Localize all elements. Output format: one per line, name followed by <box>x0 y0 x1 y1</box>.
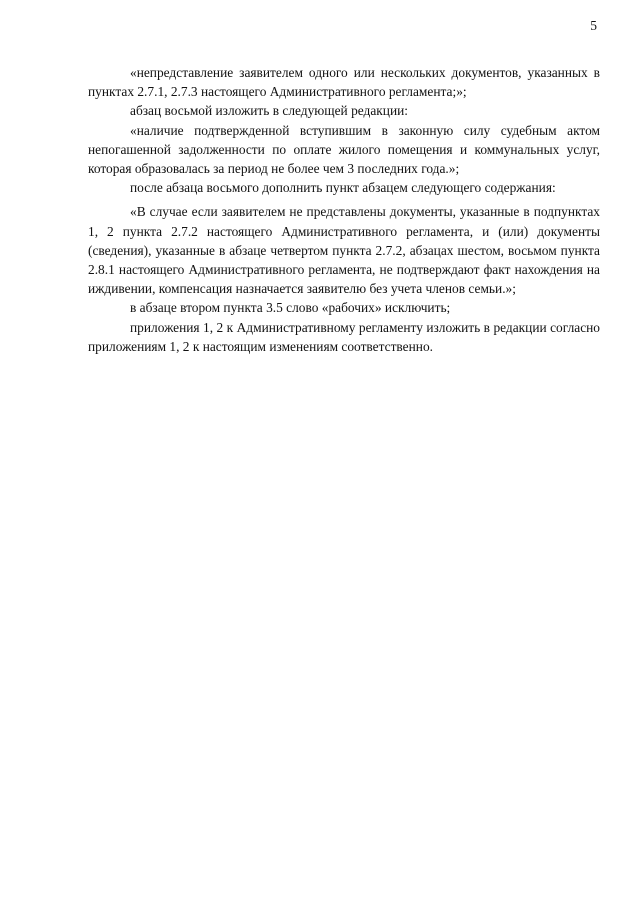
page-number: 5 <box>590 18 597 33</box>
paragraph-appendices: приложения 1, 2 к Административному регламенту изложить в редакции согласно приложениям 1, 2 к настоящим изменениям соответственно. <box>88 319 600 354</box>
paragraph-remove-working-word: в абзаце втором пункта 3.5 слово «рабочих» исключить; <box>130 300 451 316</box>
paragraph-eighth-clause-intro: абзац восьмой изложить в следующей редакции: <box>130 103 409 119</box>
document-body <box>88 63 600 356</box>
paragraph-debt-condition: «наличие подтвержденной вступившим в законную силу судебным актом непогашенной задолженности по оплате жилого помещения и коммунальных услуг, которая образовалась за период не более чем 3 последних года.»; <box>88 122 600 177</box>
paragraph-non-submission: «непредставление заявителем одного или нескольких документов, указанных в пунктах 2.7.1, 2.7.3 настоящего Административного регламента;»; <box>88 65 600 100</box>
paragraph-family-members: «В случае если заявителем не представлены документы, указанные в подпунктах 1, 2 пункта 2.7.2 настоящего Административного регламента, и (или) документы (сведения), указанные в абзаце четвертом пункта 2.7.2, абзацах шестом, восьмом пункта 2.8.1 настоящего Административного регламента, не подтверждают факт нахождения на иждивении, компенсация назначается заявителю без учета членов семьи.»; <box>88 204 600 297</box>
paragraph-add-clause-intro: после абзаца восьмого дополнить пункт абзацем следующего содержания: <box>130 180 556 196</box>
